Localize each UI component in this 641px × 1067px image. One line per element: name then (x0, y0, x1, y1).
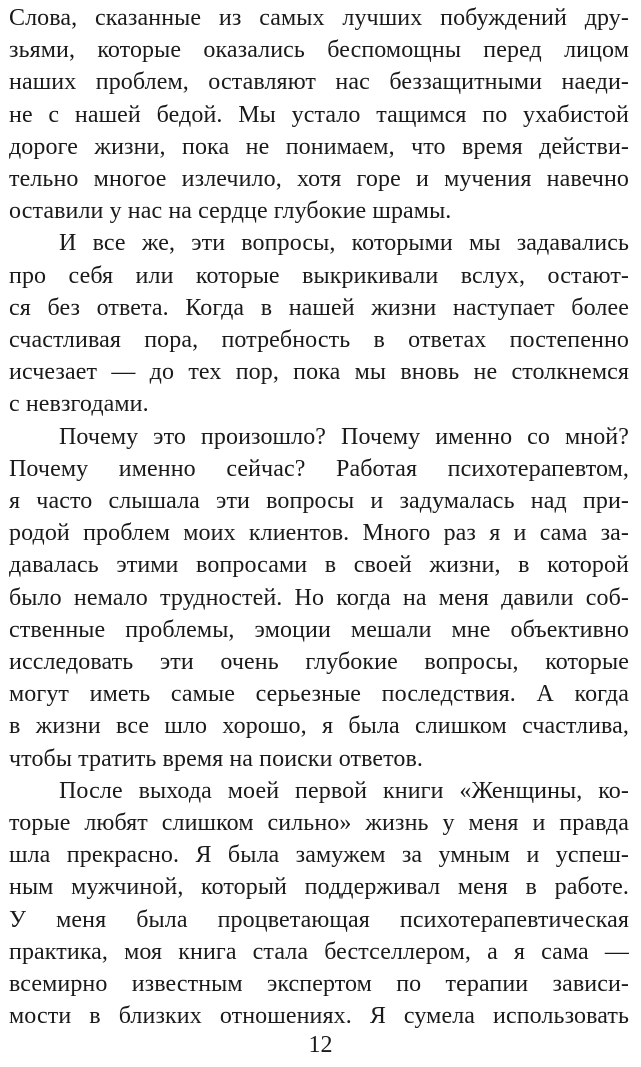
text-line: После выхода моей первой книги «Женщины, ко- (59, 777, 629, 804)
text-line: исчезает — до тех пор, пока мы вновь не столкнемся (9, 359, 629, 386)
text-line: дороге жизни, пока не понимаем, что время действи- (9, 133, 629, 160)
text-line: шла прекрасно. Я была замужем за умным и успеш- (9, 842, 629, 869)
text-line: Слова, сказанные из самых лучших побуждений дру- (9, 5, 629, 31)
text-line: оставили у нас на сердце глубокие шрамы. (9, 198, 452, 225)
text-line: я часто слышала эти вопросы и задумалась над при- (9, 488, 629, 514)
text-line: всемирно известным экспертом по терапии зависи- (9, 971, 629, 997)
text-line: в жизни все шло хорошо, я была слишком счастлива, (9, 713, 629, 740)
text-line: зьями, которые оказались беспомощны перед лицом (9, 37, 629, 64)
text-line: торые любят слишком сильно» жизнь у меня и правда (9, 810, 629, 836)
text-line: Почему это произошло? Почему именно со мной? (59, 423, 629, 450)
text-line: давалась этими вопросами в своей жизни, в которой (9, 552, 629, 579)
text-line: с невзгодами. (9, 391, 149, 418)
text-line: могут иметь самые серьезные последствия. А когда (9, 681, 629, 708)
text-line: ся без ответа. Когда в нашей жизни наступает более (9, 294, 629, 321)
page-number: 12 (308, 1032, 333, 1058)
text-line: родой проблем моих клиентов. Много раз я и сама за- (9, 520, 629, 547)
text-line: счастливая пора, потребность в ответах постепенно (9, 327, 629, 353)
text-line: тельно многое излечило, хотя горе и мучения навечно (9, 166, 629, 192)
text-line: исследовать эти очень глубокие вопросы, которые (9, 649, 629, 675)
text-line: ным мужчиной, который поддерживал меня в работе. (9, 874, 629, 901)
text-line: Почему именно сейчас? Работая психотерапевтом, (9, 455, 629, 482)
text-line: не с нашей бедой. Мы устало тащимся по ухабистой (9, 101, 629, 128)
text-line: про себя или которые выкрикивали вслух, остают- (9, 262, 629, 289)
text-line: практика, моя книга стала бестселлером, а я сама — (9, 938, 629, 965)
text-line: было немало трудностей. Но когда на меня давили соб- (9, 584, 629, 611)
text-line: наших проблем, оставляют нас беззащитными наеди- (9, 69, 629, 96)
text-line: мости в близких отношениях. Я сумела использовать (9, 1003, 629, 1030)
text-line: ственные проблемы, эмоции мешали мне объективно (9, 616, 629, 643)
text-line: чтобы тратить время на поиски ответов. (9, 745, 424, 772)
text-line: У меня была процветающая психотерапевтическая (9, 906, 629, 933)
text-line: И все же, эти вопросы, которыми мы задавались (59, 230, 629, 257)
